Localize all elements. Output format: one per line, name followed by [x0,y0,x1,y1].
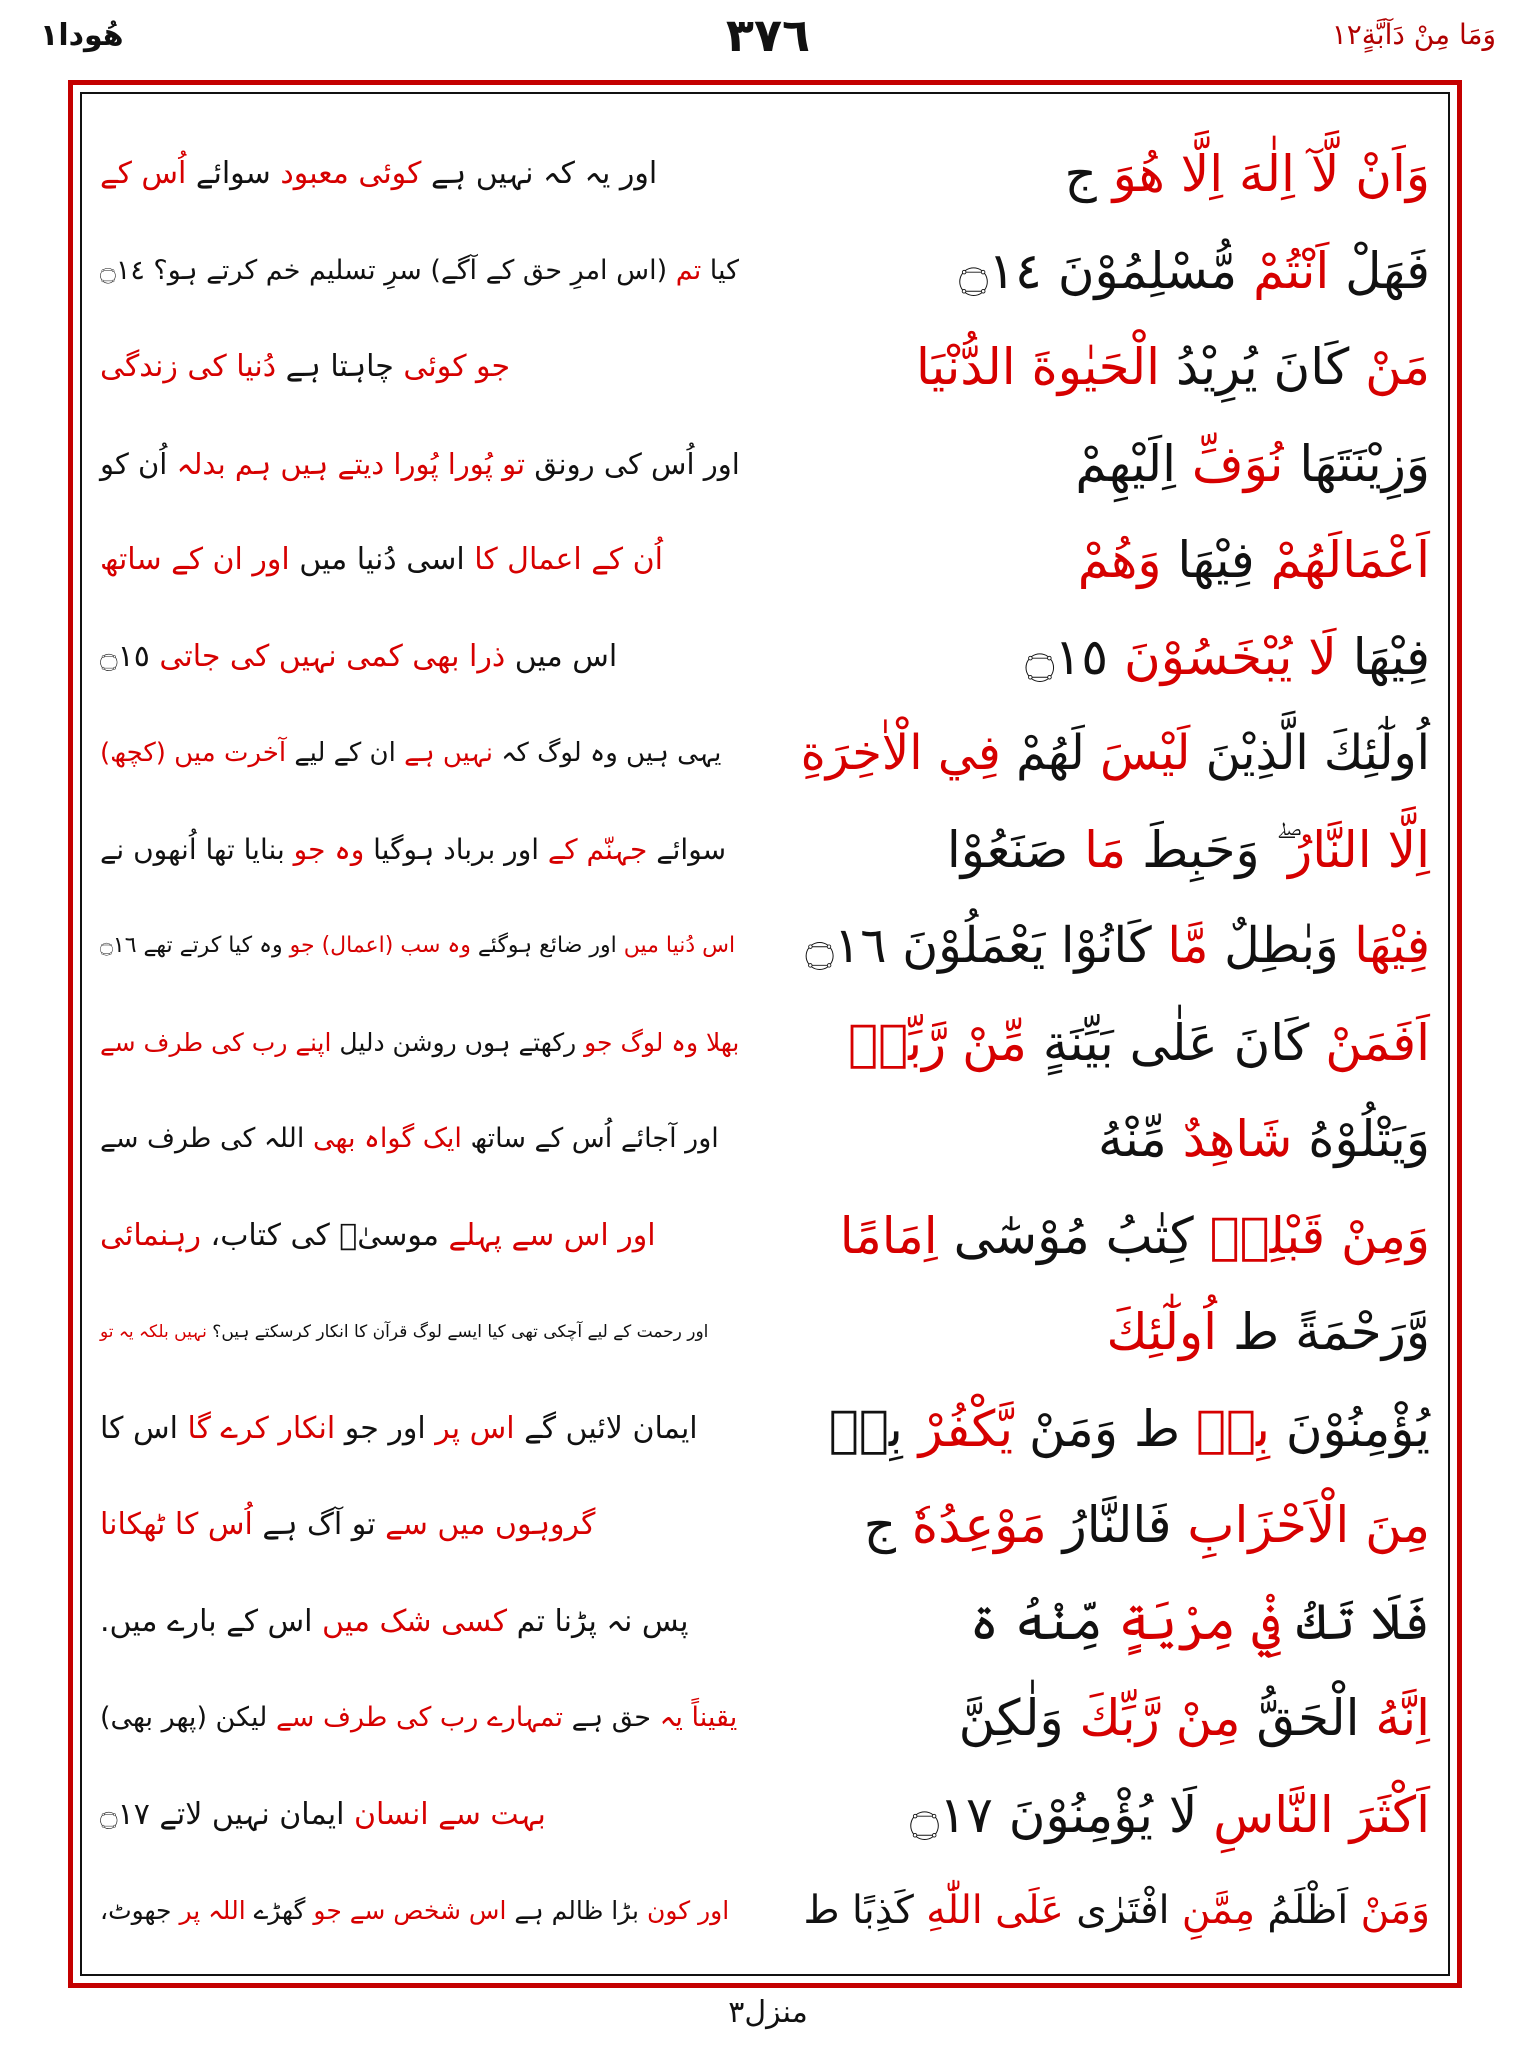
page-header [0,0,1536,80]
arabic-verse [800,516,1430,604]
arabic-segment: وَزِيْنَتَهَا [1283,434,1430,493]
arabic-segment: ج [1064,145,1113,203]
verse-row [100,227,1430,315]
translation-segment: اور برباد ہوگیا [364,832,548,866]
arabic-segment: ط [1217,1303,1296,1361]
translation-segment: سوائے [186,156,281,191]
translation-segment: انکار کرے گا [187,1410,336,1446]
translation-segment: وہ سب (اعمال) جو [289,933,471,958]
verse-row [100,1481,1430,1569]
translation-segment: اور اس سے [501,1217,656,1253]
translation-segment: اپنے رب کی طرف سے [100,1027,332,1057]
translation-segment: ایمان نہیں لاتے ۝١٧ [100,1796,355,1832]
translation-segment: آخرت میں (کچھ) [100,738,287,768]
arabic-segment: كَانَ يُرِيْدُ [1160,338,1366,396]
arabic-segment: شَاهِدٌ [1182,1110,1293,1168]
arabic-verse [800,1095,1430,1183]
arabic-segment: وَمَنْ [1360,1888,1430,1933]
translation-segment: اور رحمت کے لیے آچکی تھی کیا ایسے لوگ قرآن کا انکار کرسکتے ہیں؟ [206,1322,709,1342]
translation-segment: حق ہے [562,1702,660,1733]
translation-segment: کیا [701,254,740,286]
arabic-segment: مِنْ رَّبِّكَ [1079,1689,1241,1747]
arabic-verse [800,1288,1430,1376]
urdu-translation [100,999,740,1087]
translation-segment: اس کے بارے میں. [100,1603,323,1639]
urdu-translation [100,1288,740,1376]
verse-row [100,1385,1430,1473]
arabic-segment: مَوْعِدُهٗ [911,1496,1047,1554]
translation-segment: یہی ہیں وہ لوگ کہ [492,738,722,768]
arabic-segment: مِمَّنِ [1181,1888,1256,1933]
verse-row [100,709,1430,797]
arabic-verse [800,420,1430,508]
arabic-segment: مِنَ الْاَحْزَابِ [1187,1496,1430,1554]
arabic-segment: يَّكْفُرْ [918,1399,1014,1458]
verse-row [100,1288,1430,1376]
translation-segment: اور آجائے اُس کے ساتھ [461,1123,719,1154]
translation-segment: چاہتا ہے [276,349,404,384]
arabic-verse [800,1578,1430,1666]
verse-row [100,902,1430,990]
translation-segment: پہلے [448,1217,502,1253]
translation-segment: اُن کو [100,446,177,481]
arabic-segment: افْتَرٰى [1063,1888,1182,1933]
arabic-verse [800,613,1430,701]
verse-row [100,1192,1430,1280]
translation-segment: اللہ کی طرف سے [100,1123,313,1154]
translation-segment: جھوٹ، [100,1896,180,1925]
surah-name: هُودا١ [40,18,124,53]
translation-segment: دُنیا کی زندگی [100,349,277,384]
arabic-verse [800,1481,1430,1569]
translation-segment: بہت سے انسان [354,1796,546,1832]
verse-row [100,323,1430,411]
translation-segment: کوئی معبود [280,156,422,191]
verse-row [100,516,1430,604]
urdu-translation [100,1578,740,1666]
verse-rows [100,130,1430,1960]
arabic-segment: وَّرَحْمَةً [1295,1303,1430,1361]
translation-segment: کسی شک میں [322,1603,508,1639]
urdu-translation [100,516,740,604]
arabic-segment: كَانُوْا يَعْمَلُوْنَ ۝١٦ [805,917,1168,974]
urdu-translation [100,709,740,797]
urdu-translation [100,613,740,701]
urdu-translation [100,902,740,990]
translation-segment: جو کوئی [403,349,511,384]
translation-segment: اسی دُنیا میں [289,542,475,577]
arabic-verse [800,227,1430,315]
verse-row [100,1674,1430,1762]
arabic-segment: الْحَقُّ [1240,1689,1376,1747]
translation-segment: بنایا تھا اُنھوں نے [100,832,294,866]
arabic-segment: صَنَعُوْا [946,820,1085,879]
arabic-segment: اَعْمَالَهُمْ [1270,531,1430,589]
arabic-segment: وَلٰكِنَّ [958,1689,1080,1747]
translation-segment: تمہارے رب کی طرف سے [275,1702,563,1733]
verse-row [100,1771,1430,1859]
urdu-translation [100,1095,740,1183]
urdu-translation [100,227,740,315]
translation-segment: ۝١٥ [100,638,160,674]
translation-segment: گروہوں میں سے [385,1507,596,1542]
arabic-verse [800,999,1430,1087]
translation-segment: سوائے [647,832,727,866]
arabic-verse [800,1192,1430,1280]
translation-segment: ایک گواہ بھی [313,1123,462,1154]
arabic-segment: بِهٖ [1196,1399,1270,1458]
translation-segment: اور کون [646,1896,730,1925]
arabic-segment: مُّسْلِمُوْنَ ۝١٤ [958,241,1254,300]
arabic-segment: وَيَتْلُوْهُ [1292,1110,1430,1168]
translation-segment: اور اُس کی رونق [525,446,740,481]
translation-segment: اس دُنیا میں [623,933,736,958]
arabic-verse [800,323,1430,411]
translation-segment: تم [675,254,702,286]
arabic-segment: اَنْتُمْ [1253,241,1330,300]
verse-row [100,1095,1430,1183]
urdu-translation [100,1867,740,1955]
translation-segment: اور ان کے ساتھ [100,542,290,577]
arabic-segment: ۃ [969,1592,999,1651]
arabic-segment: اِمَامًا [839,1206,938,1265]
arabic-verse [800,1867,1430,1955]
translation-segment: (اس امرِ حق کے آگے) سرِ تسلیم خم کرتے ہو؟ ۝١٤ [100,254,676,286]
urdu-translation [100,1481,740,1569]
urdu-translation [100,1771,740,1859]
arabic-segment: اِلَيْهِمْ [1075,434,1192,493]
translation-segment: اور یہ کہ نہیں ہے [421,156,658,191]
verse-row [100,420,1430,508]
translation-segment: اس پر [435,1410,515,1446]
translation-segment: لیکن (پھر بھی) [100,1702,276,1733]
arabic-segment: مَنْ [1365,338,1430,396]
verse-row [100,1578,1430,1666]
translation-segment: وہ جو [293,832,365,866]
arabic-segment: اِنَّهُ [1375,1689,1430,1747]
arabic-segment: مِّنْهُ [998,1592,1119,1651]
urdu-translation [100,806,740,894]
urdu-translation [100,1385,740,1473]
translation-segment: رکھتے ہوں روشن دلیل [331,1027,585,1057]
translation-segment: نہیں بلکہ یہ تو [100,1322,207,1342]
arabic-segment: فِي الْاٰخِرَةِ [800,725,1001,781]
verse-row [100,806,1430,894]
arabic-segment: نُوَفِّ [1191,434,1284,493]
arabic-segment: فِيْهَا [1336,627,1430,686]
arabic-segment: ط وَمَنْ [1013,1399,1196,1458]
arabic-segment: فِيْ مِرْيَةٍ [1118,1592,1282,1651]
arabic-segment: ج [863,1496,912,1554]
urdu-translation [100,420,740,508]
translation-segment: جہنّم کے [547,832,648,866]
urdu-translation [100,1674,740,1762]
urdu-translation [100,323,740,411]
arabic-segment: الْحَيٰوةَ الدُّنْيَا [916,338,1161,396]
translation-segment: اللہ پر [179,1896,246,1925]
arabic-segment: ۖ وَحَبِطَ [1126,820,1289,879]
manzil-label: منزل٣ [728,1995,808,2030]
arabic-verse [800,1674,1430,1762]
arabic-segment: كَانَ عَلٰى بَيِّنَةٍ [1026,1013,1326,1072]
arabic-segment: اَفَمَنْ [1325,1013,1430,1072]
arabic-segment: فَهَلْ [1329,241,1430,300]
arabic-verse [800,130,1430,218]
urdu-translation [100,130,740,218]
translation-segment: ان کے لیے [286,738,405,768]
translation-segment: ایمان لائیں گے [514,1410,698,1446]
translation-segment: اُن کے اعمال کا [474,542,663,577]
arabic-segment: ۝١٥ [1025,627,1124,686]
arabic-segment: اُولٰٓئِكَ الَّذِيْنَ [1190,725,1430,781]
arabic-segment: يُؤْمِنُوْنَ [1269,1399,1430,1458]
verse-row [100,130,1430,218]
translation-segment: تو پُورا پُورا دیتے ہیں ہم بدلہ [176,446,526,481]
translation-segment: تو آگ ہے [252,1507,386,1542]
arabic-segment: لَهُمْ [1000,725,1101,781]
translation-segment: بڑا ظالم ہے [506,1896,647,1925]
arabic-segment: عَلَى اللّٰهِ [926,1888,1064,1933]
translation-segment: وہ کیا کرتے تھے ۝١٦ [100,933,290,958]
translation-segment: بھلا وہ لوگ جو [584,1027,740,1057]
translation-segment: اس میں [505,638,618,674]
arabic-segment: لَا يُبْخَسُوْنَ [1123,627,1337,686]
translation-segment: گھڑے [245,1896,314,1925]
arabic-verse [800,709,1430,797]
translation-segment: اُس کے [100,156,187,191]
para-name: وَمَا مِنْ دَآبَّةٍ١٢ [1331,18,1496,51]
arabic-verse [800,902,1430,990]
arabic-verse [800,806,1430,894]
arabic-segment: وَمِنْ قَبْلِهٖ [1209,1206,1430,1265]
translation-segment: نہیں ہے [404,738,493,768]
translation-segment: اُس کا ٹھکانا [100,1507,253,1542]
translation-segment: اور جو [335,1410,436,1446]
arabic-segment: اُولٰٓئِكَ [1106,1303,1218,1361]
arabic-segment: مَّا [1167,917,1209,974]
verse-row [100,613,1430,701]
arabic-segment: مِّنْهُ [1098,1110,1183,1168]
arabic-segment: فِيْهَا [1161,531,1271,589]
arabic-segment: وَاَنْ لَّآ اِلٰهَ اِلَّا هُوَ [1112,145,1430,203]
arabic-segment: كِتٰبُ مُوْسٰٓى [937,1206,1210,1265]
verse-row [100,1867,1430,1955]
translation-segment: یقیناً یہ [659,1702,738,1733]
arabic-segment: اَظْلَمُ [1255,1888,1361,1933]
verse-row [100,999,1430,1087]
arabic-segment: وَهُمْ [1077,531,1162,589]
translation-segment: ذرا بھی کمی نہیں کی جاتی [159,638,506,674]
arabic-segment: وَبٰطِلٌ [1208,917,1355,974]
translation-segment: اور ضائع ہوگئے [470,933,624,958]
translation-segment: اس شخص سے جو [313,1896,507,1925]
arabic-segment: لَا يُؤْمِنُوْنَ ۝١٧ [909,1785,1214,1844]
urdu-translation [100,1192,740,1280]
translation-segment: اس کا [100,1410,188,1446]
arabic-segment: فِيْهَا [1354,917,1430,974]
arabic-verse [800,1771,1430,1859]
arabic-segment: فَالنَّارُ [1046,1496,1188,1554]
translation-segment: پس نہ پڑنا تم [507,1603,689,1639]
arabic-segment: فَلَا تَكُ [1281,1592,1430,1651]
arabic-segment: لَيْسَ [1100,725,1191,781]
arabic-segment: بِهٖ [828,1399,919,1458]
translation-segment: موسیٰؑ کی کتاب، [200,1217,449,1253]
arabic-segment: مِّنْ رَّبِّهٖ [848,1013,1027,1072]
page-number: ٣٧٦ [725,8,811,62]
arabic-segment: اِلَّا النَّارُ [1288,820,1430,879]
arabic-verse [800,1385,1430,1473]
arabic-segment: كَذِبًا ط [803,1888,927,1933]
translation-segment: رہنمائی [100,1217,201,1253]
arabic-segment: مَا [1084,820,1127,879]
arabic-segment: اَكْثَرَ النَّاسِ [1213,1785,1430,1844]
